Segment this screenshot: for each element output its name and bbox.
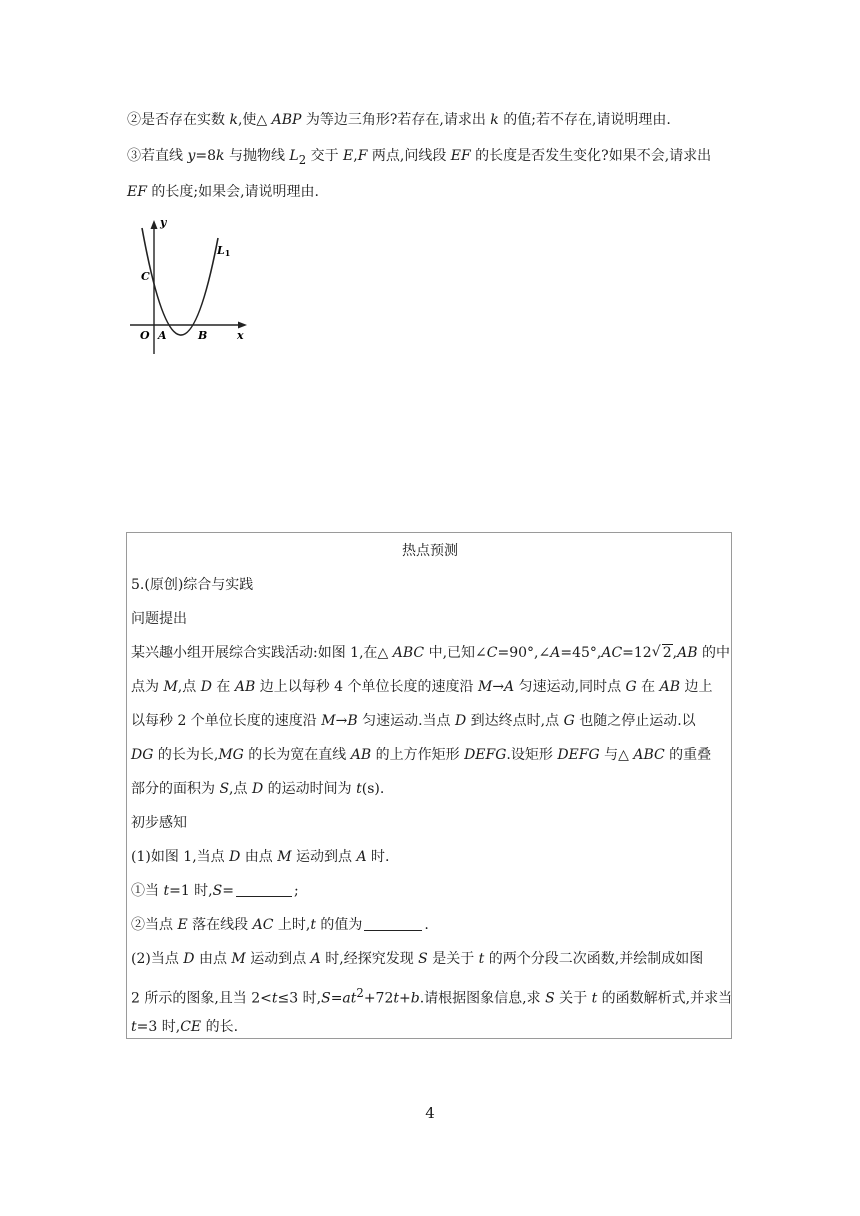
point-b-label: B <box>198 329 208 342</box>
x-axis-arrow <box>238 322 247 329</box>
problem-paragraph-line3: 以每秒 2 个单位长度的速度沿 M→B 匀速运动.当点 D 到达终点时,点 G 也随之停止运动.以 <box>131 713 696 729</box>
y-axis-arrow <box>151 220 158 229</box>
problem-paragraph-line1: 某兴趣小组开展综合实践活动:如图 1,在△ ABC 中,已知∠C=90°,∠A=45°,AC=12√ 2,AB 的中 <box>131 643 730 663</box>
box-heading: 热点预测 <box>402 543 458 559</box>
question-part-3-line2: EF 的长度;如果会,请说明理由. <box>127 184 320 200</box>
sub-question-1: (1)如图 1,当点 D 由点 M 运动到点 A 时. <box>131 849 390 865</box>
x-label: x <box>237 329 244 342</box>
problem-paragraph-line4: DG 的长为长,MG 的长为宽在直线 AB 的上方作矩形 DEFG.设矩形 DEFG 与△ ABC 的重叠 <box>131 747 712 763</box>
page-number: 4 <box>425 1104 435 1122</box>
point-c-label: C <box>141 270 150 283</box>
sub-question-1a: ①当 t=1 时,S= ; <box>131 883 299 899</box>
curve-label: L1 <box>217 244 231 258</box>
problem-title: 5.(原创)综合与实践 <box>131 577 254 593</box>
sub-question-2-line2: 2 所示的图象,且当 2<t≤3 时$,S=at^2+72t+b$.请根据图象信息,求 S 关于 t 的函数解析式,并求当 <box>131 986 733 1007</box>
problem-paragraph-line5: 部分的面积为 S,点 D 的运动时间为 t(s). <box>131 781 385 797</box>
sub-question-2-line1: (2)当点 D 由点 M 运动到点 A 时,经探究发现 S 是关于 t 的两个分段二次函数,并绘制成如图 <box>131 951 704 967</box>
sub-question-1b: ②当点 E 落在线段 AC 上时,t 的值为 . <box>131 917 429 933</box>
question-part-3-line1: ③若直线 y=8k 与抛物线 $L_2$ 交于 E,F 两点,问线段 EF 的长度是否发生变化?如果不会,请求出 <box>127 148 712 167</box>
problem-paragraph-line2: 点为 M,点 D 在 AB 边上以每秒 4 个单位长度的速度沿 M→A 匀速运动,同时点 G 在 AB 边上 <box>131 679 713 695</box>
origin-label: O <box>140 329 150 342</box>
parabola-figure <box>122 212 257 362</box>
sub-question-2-line3: t=3 时,CE 的长. <box>131 1019 239 1035</box>
hot-prediction-box <box>126 532 732 1039</box>
sqrt-symbol: √ 2 <box>652 643 673 663</box>
y-label: y <box>160 216 167 229</box>
question-part-2: ②是否存在实数 k,使△ ABP 为等边三角形?若存在,请求出 k 的值;若不存在,请说明理由. <box>127 112 671 128</box>
answer-blank[interactable] <box>364 916 422 931</box>
answer-blank[interactable] <box>236 882 292 897</box>
section-heading-initial: 初步感知 <box>131 815 187 831</box>
section-heading-problem: 问题提出 <box>131 611 187 627</box>
point-a-label: A <box>158 329 167 342</box>
